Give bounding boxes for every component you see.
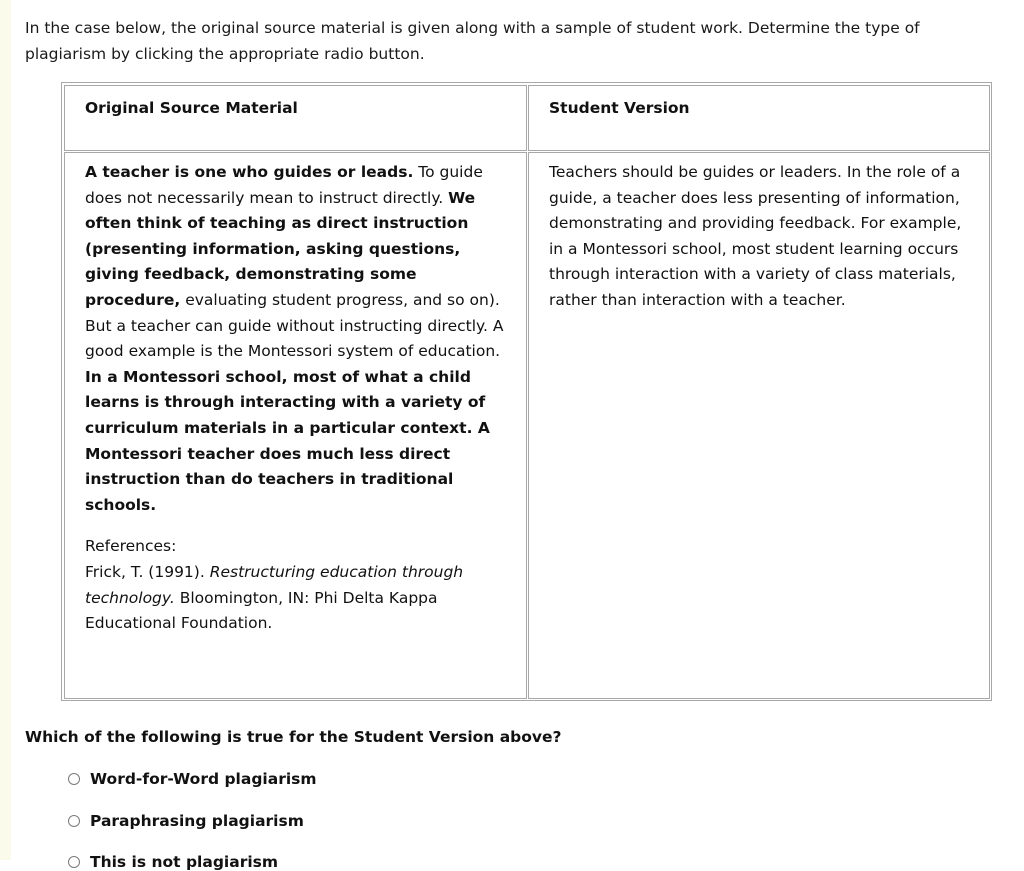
references <box>85 534 506 636</box>
left-edge-strip <box>0 0 11 860</box>
radio-button[interactable] <box>68 815 80 827</box>
question-text: Which of the following is true for the Student Version above? <box>25 728 562 746</box>
radio-button[interactable] <box>68 856 80 868</box>
option-paraphrasing[interactable] <box>68 812 304 830</box>
references-label: References: <box>85 537 177 556</box>
reference-title: Restructuring education through technology. <box>85 562 464 607</box>
original-text-segment: To guide does not necessarily mean to instruct directly. <box>85 163 483 207</box>
student-version-cell <box>528 152 990 699</box>
option-label[interactable]: Paraphrasing plagiarism <box>90 812 304 830</box>
reference-publisher: Bloomington, IN: Phi Delta Kappa Educational Foundation. <box>85 588 438 633</box>
reference-entry <box>85 560 506 637</box>
original-text-segment: We often think of teaching as direct instruction (presenting information, asking questions, giving feedback, demonstrating some procedure, <box>85 188 476 309</box>
option-not-plagiarism[interactable] <box>68 853 278 871</box>
original-source-text <box>85 160 506 518</box>
original-text-segment: evaluating student progress, and so on). But a teacher can guide without instructing directly. A good example is the Montessori system of education. <box>85 290 504 361</box>
student-version-text: Teachers should be guides or leaders. In the role of a guide, a teacher does less presenting of information, demonstrating and providing feedback. For example, in a Montessori school, most student learning occurs through interaction with a variety of class materials, rather than interaction with a teacher. <box>549 163 962 309</box>
radio-button[interactable] <box>68 773 80 785</box>
student-version-header: Student Version <box>528 85 990 151</box>
reference-author: Frick, T. (1991). <box>85 562 210 581</box>
option-word-for-word[interactable] <box>68 770 317 788</box>
original-text-segment: A teacher is one who guides or leads. <box>85 163 414 181</box>
original-text-segment: In a Montessori school, most of what a child learns is through interacting with a variety of curriculum materials in a particular context. A Montessori teacher does much less direct instruction than do teachers in traditional schools. <box>85 367 490 514</box>
instructions-text: In the case below, the original source material is given along with a sample of student work. Determine the type of plagiarism by clicking the appropriate radio button. <box>25 19 920 63</box>
original-source-cell <box>64 152 527 699</box>
comparison-table <box>61 82 992 701</box>
option-label[interactable]: This is not plagiarism <box>90 853 279 871</box>
original-source-header: Original Source Material <box>64 85 527 151</box>
option-label[interactable]: Word-for-Word plagiarism <box>90 770 317 788</box>
